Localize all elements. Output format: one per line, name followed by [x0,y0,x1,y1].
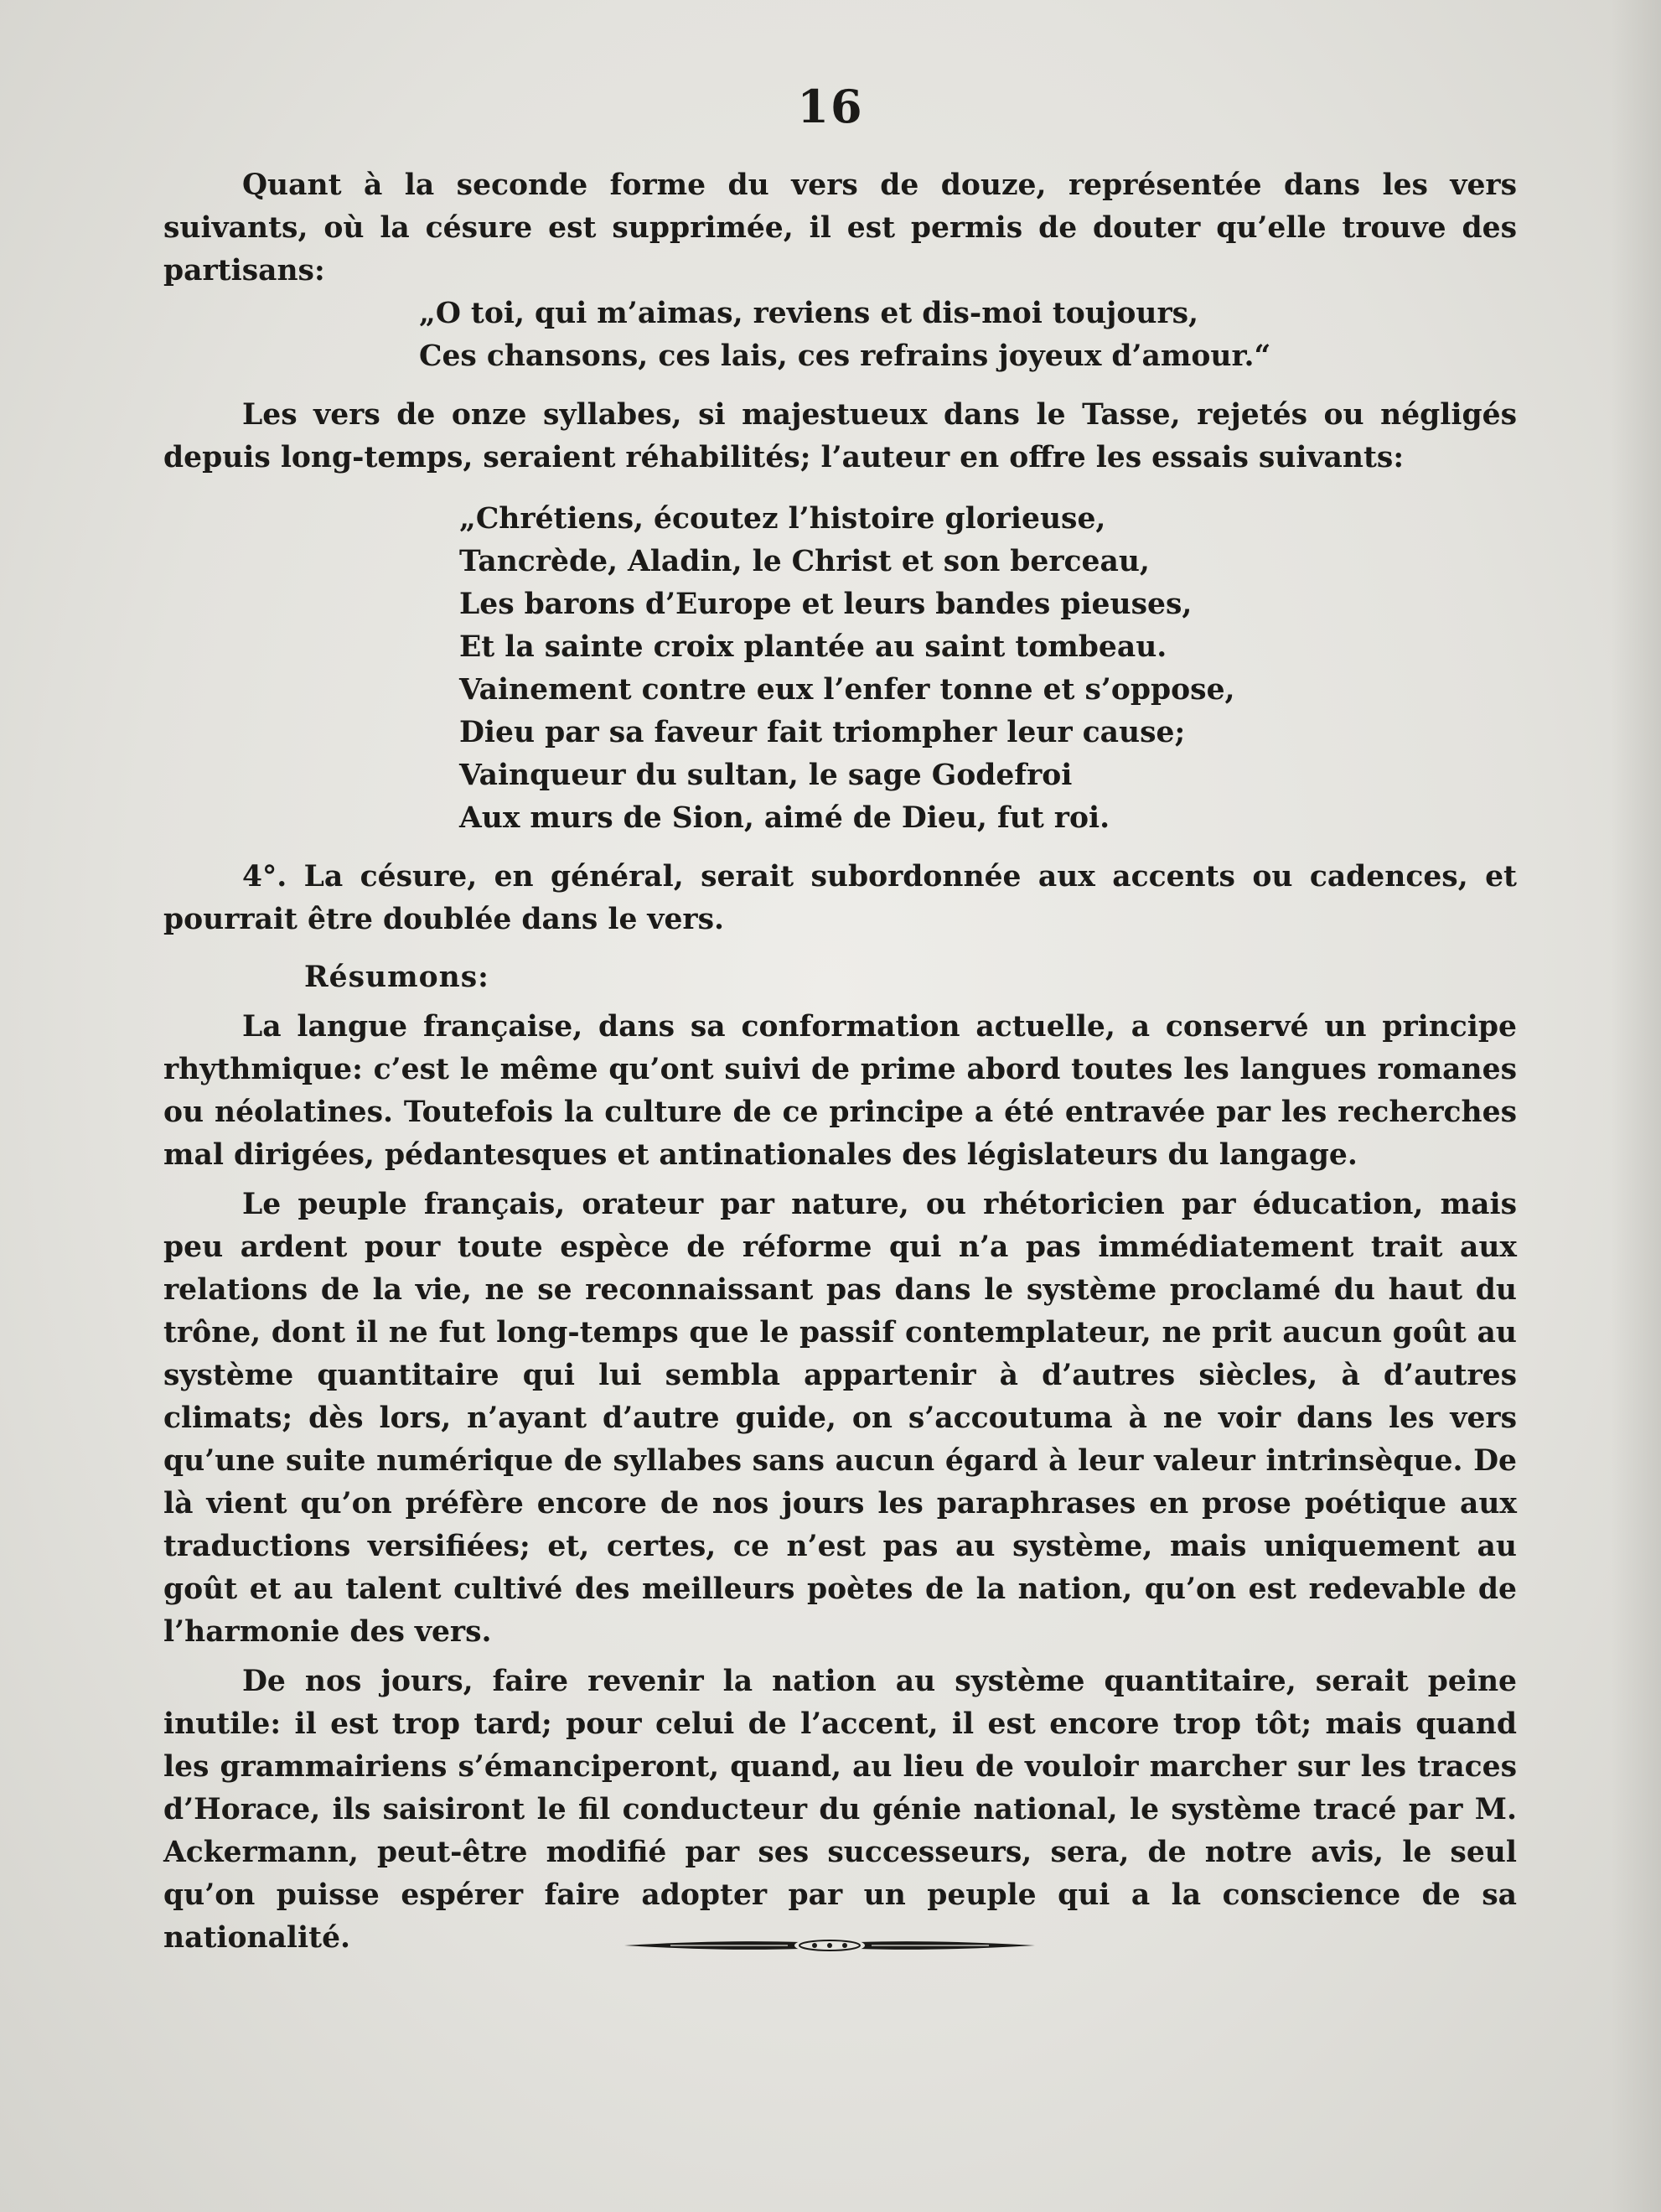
paragraph-4: La langue française, dans sa conformation actuelle, a conservé un principe rhythmique: c’est le même qu’ont suivi de prime abord toutes les langues romanes ou néolatines. Toutefois la culture de ce principe a été entravée par les recherches mal dirigées, pédantesques et antinationales des législateurs du langage. [163,1010,1517,1172]
verse-line: Tancrède, Aladin, le Christ et son berceau, [459,545,1150,578]
paragraph-5: Le peuple français, orateur par nature, ou rhétoricien par éducation, mais peu ardent pour toute espèce de réforme qui n’a pas immédiatement trait aux relations de la vie, ne se reconnaissant pas dans le système proclamé du haut du trône, dont il ne fut long-temps que le passif contemplateur, ne prit aucun goût au système quantitaire qui lui sembla appartenir à d’autres siècles, à d’autres climats; dès lors, n’ayant d’autre guide, on s’accoutuma à ne voir dans les vers qu’une suite numérique de syllabes sans aucun égard à leur valeur intrinsèque. De là vient qu’on préfère encore de nos jours les paraphrases en prose poétique aux traductions versifiées; et, certes, ce n’est pas au système, mais uniquement au goût et au talent cultivé des meilleurs poètes de la nation, qu’on est redevable de l’harmonie des vers. [163,1188,1517,1649]
paragraph-2: Les vers de onze syllabes, si majestueux dans le Tasse, rejetés ou négligés depuis long-temps, seraient réhabilités; l’auteur en offre les essais suivants: [163,398,1517,474]
page-edge-shadow [1611,0,1661,2212]
paragraph-1: Quant à la seconde forme du vers de douze, représentée dans les vers suivants, où la césure est supprimée, il est permis de douter qu’elle trouve des partisans: [163,168,1517,288]
verse-line: Et la sainte croix plantée au saint tombeau. [459,630,1167,664]
verse-line: „O toi, qui m’aimas, reviens et dis-moi toujours, [419,297,1199,330]
verse-line: Dieu par sa faveur fait triompher leur cause; [459,716,1186,749]
verse-twelve-syllables [163,293,1517,378]
verse-eleven-syllables [163,498,1517,840]
verse-line: Vainement contre eux l’enfer tonne et s’oppose, [459,673,1235,707]
ornamental-divider [620,1929,1039,1962]
verse-line: Vainqueur du sultan, le sage Godefroi [459,759,1073,792]
verse-line: Ces chansons, ces lais, ces refrains joyeux d’amour.“ [419,339,1271,373]
body-text [163,164,1517,1960]
verse-line: Aux murs de Sion, aimé de Dieu, fut roi. [459,801,1110,835]
paragraph-3: 4°. La césure, en général, serait subordonnée aux accents ou cadences, et pourrait être doublée dans le vers. [163,860,1517,936]
verse-line: „Chrétiens, écoutez l’histoire glorieuse, [459,502,1106,536]
page-number: 16 [797,80,864,133]
section-heading: Résumons: [304,961,489,994]
paragraph-6: De nos jours, faire revenir la nation au système quantitaire, serait peine inutile: il est trop tard; pour celui de l’accent, il est encore trop tôt; mais quand les grammairiens s’émanciperont, quand, au lieu de vouloir marcher sur les traces d’Horace, ils saisiront le fil conducteur du génie national, le système tracé par M. Ackermann, peut-être modifié par ses successeurs, sera, de notre avis, le seul qu’on puisse espérer faire adopter par un peuple qui a la conscience de sa nationalité. [163,1665,1517,1955]
verse-line: Les barons d’Europe et leurs bandes pieuses, [459,588,1193,621]
